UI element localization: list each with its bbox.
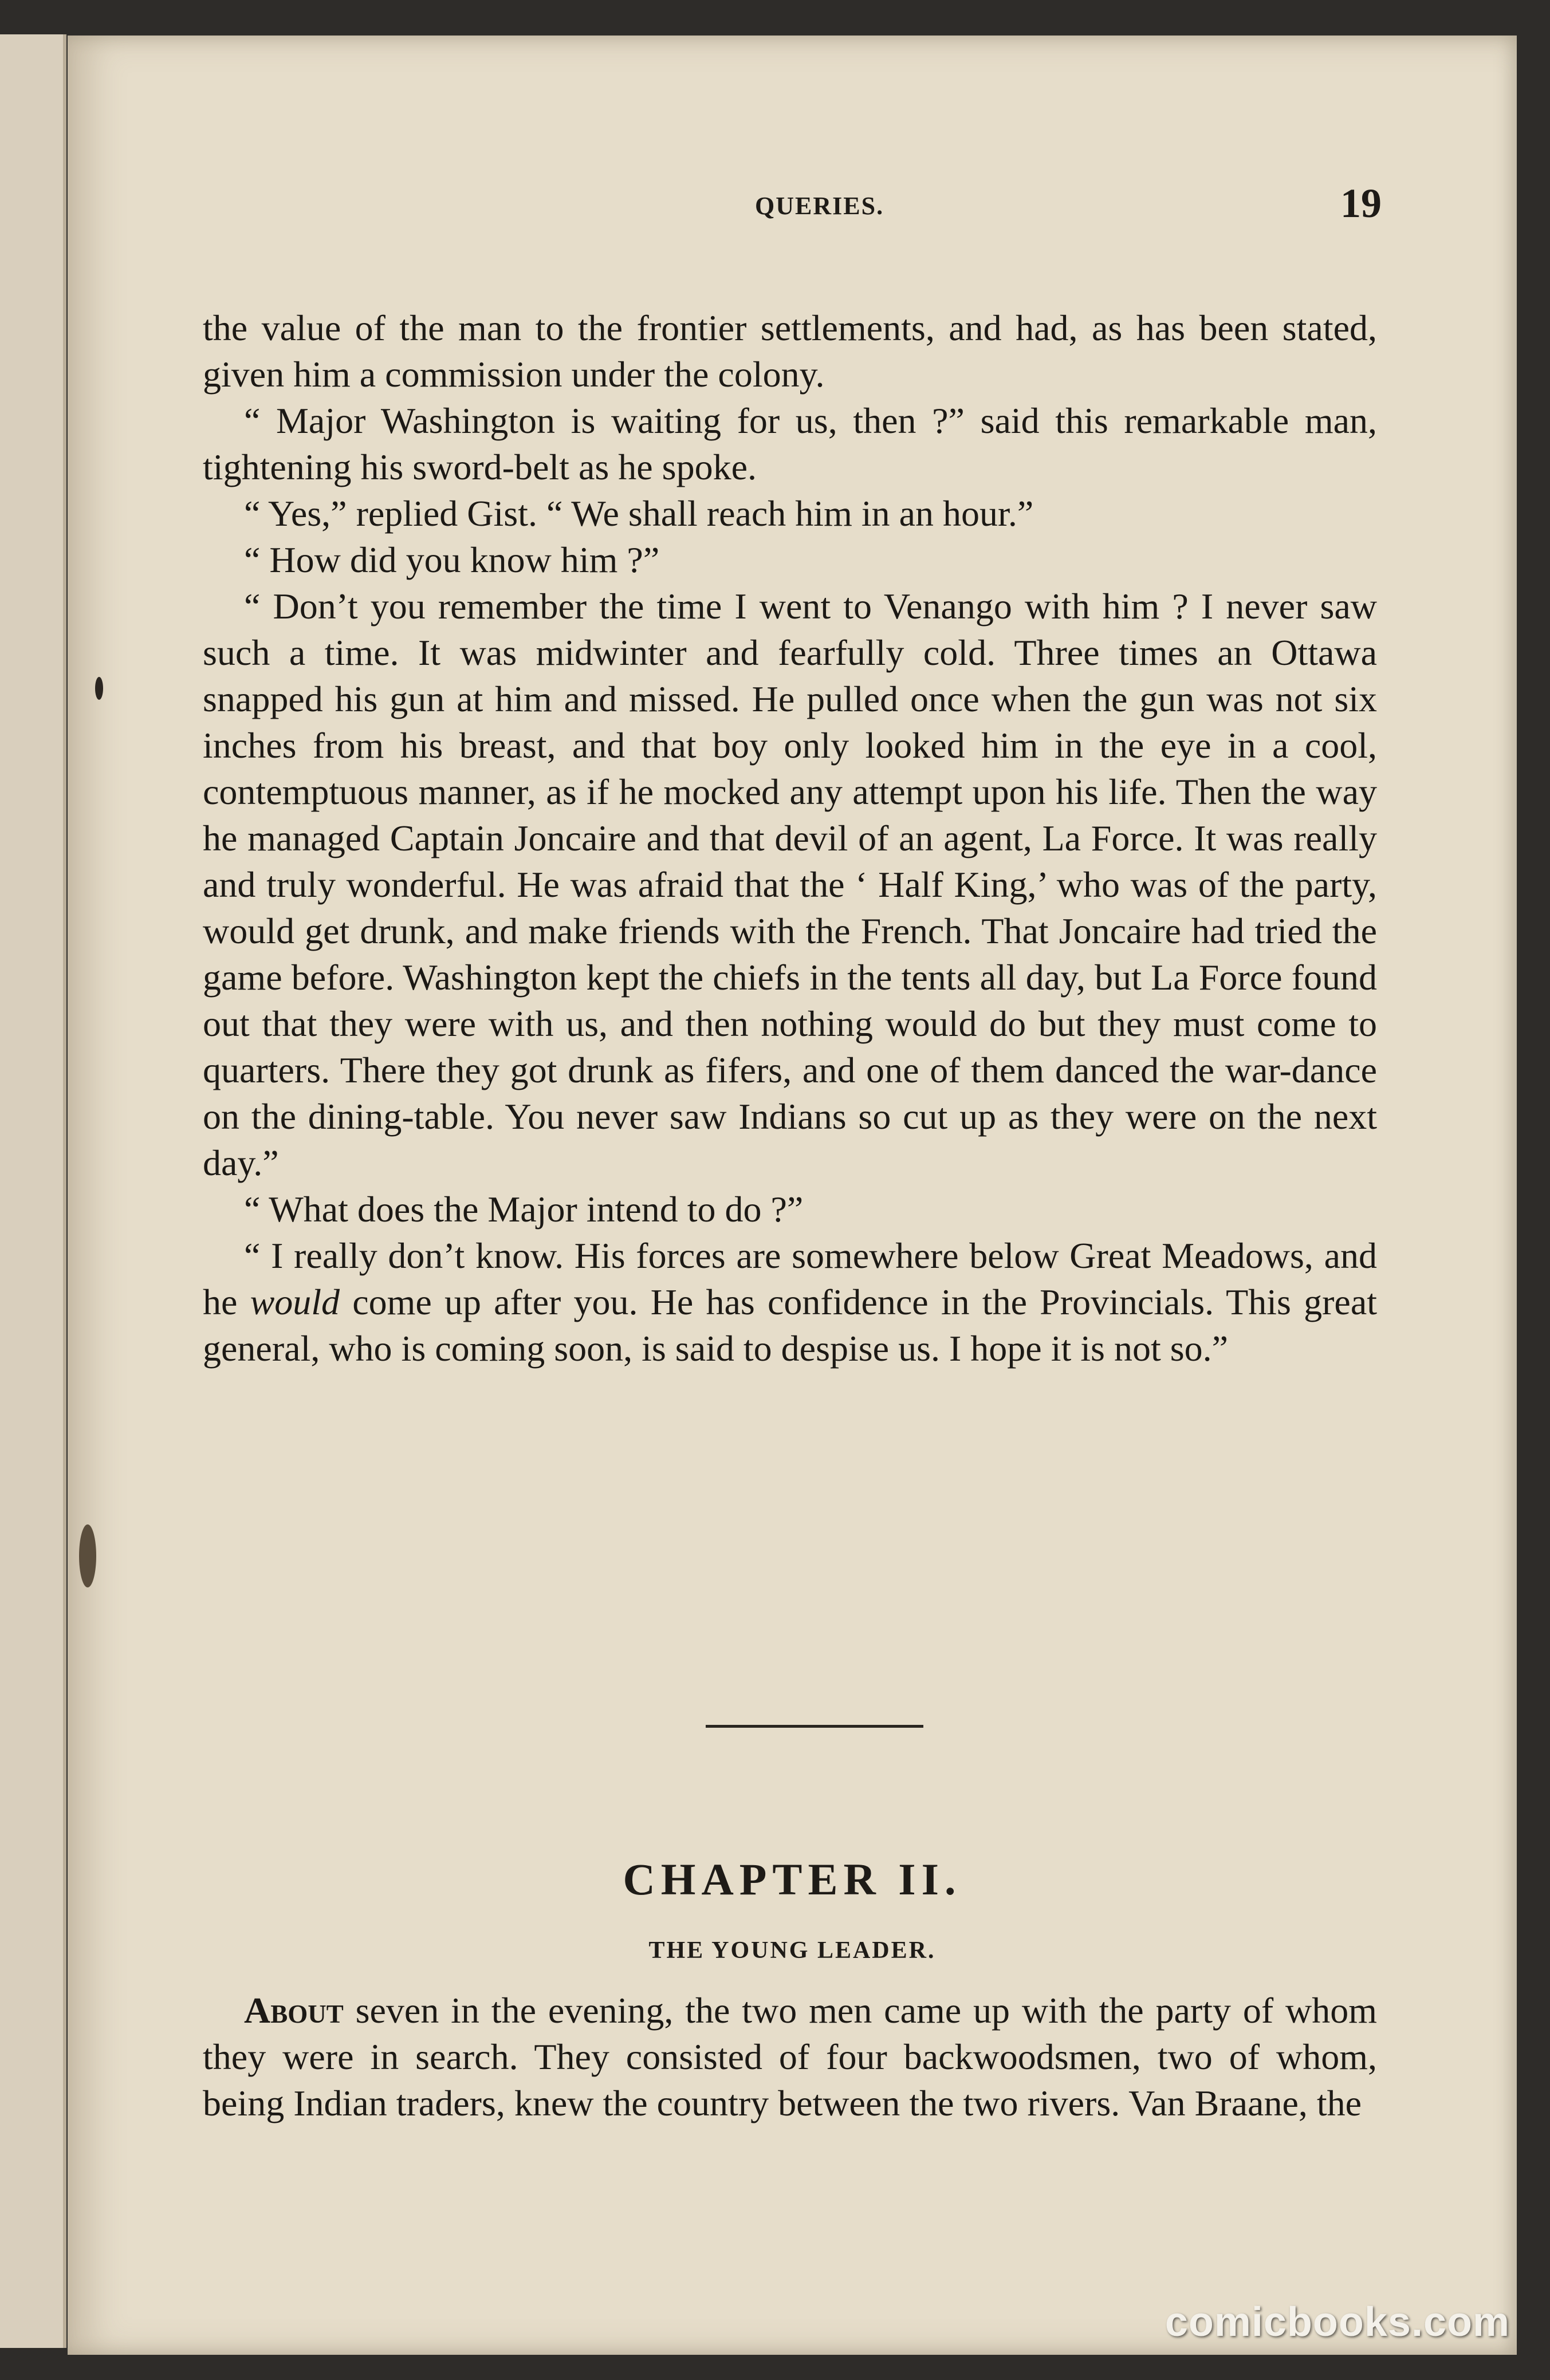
paragraph: “ How did you know him ?” [244,539,660,580]
page-body [203,305,1377,1372]
chapter-opening-paragraph [203,1987,1377,2126]
running-head: QUERIES. [755,192,884,220]
paragraph: “ Yes,” replied Gist. “ We shall reach him in an hour.” [244,493,1034,534]
paragraph: the value of the man to the frontier settlements, and had, as has been stated, given him a commission under the colony. [203,308,1377,395]
binding-mark [79,1524,96,1587]
ink-spot [95,677,103,700]
paragraph [203,1232,1377,1372]
paragraph-text: “ I really don’t know. His forces are somewhere below Great Meadows, and he [203,1235,1377,1322]
paragraph: “ Major Washington is waiting for us, then ?” said this remarkable man, tightening his sword-belt as he spoke. [203,400,1377,487]
chapter-title: CHAPTER II. [623,1854,962,1904]
page-header [68,180,1517,226]
opening-smallcaps: About [244,1990,344,2031]
chapter-body [203,1987,1377,2126]
book-page [68,36,1517,2355]
paragraph-text: come up after you. He has confidence in the Provincials. This great general, who is coming soon, is said to despise us. I hope it is not so.” [203,1282,1378,1369]
opening-text: seven in the evening, the two men came up with the party of whom they were in search. They consisted of four backwoodsmen, two of whom, being Indian traders, knew the country between the two rivers. Van Braane, the [203,1990,1377,2123]
chapter-subtitle: THE YOUNG LEADER. [648,1937,936,1964]
paragraph: “ Don’t you remember the time I went to Venango with him ? I never saw such a time. It was midwinter and fearfully cold. Three times an Ottawa snapped his gun at him and missed. He pulled once when the gun was not six inches from his breast, and that boy only looked him in the eye in a cool, contemptuous manner, as if he mocked any attempt upon his life. Then the way he managed Captain Joncaire and that devil of an agent, La Force. It was really and truly wonderful. He was afraid that the ‘ Half King,’ who was of the party, would get drunk, and make friends with the French. That Joncaire had tried the game before. Washington kept the chiefs in the tents all day, but La Force found out that they were with us, and then nothing would do but they must come to quarters. There they got drunk as fifers, and one of them danced the war-dance on the dining-table. You never saw Indians so cut up as they were on the next day.” [203,586,1377,1183]
page-number: 19 [1340,180,1382,226]
paragraph: “ What does the Major intend to do ?” [244,1189,804,1230]
left-page-edge [0,34,66,2348]
emphasis-text: would [250,1282,340,1322]
section-divider [706,1725,923,1728]
watermark: comicbooks.com [1165,2299,1510,2345]
